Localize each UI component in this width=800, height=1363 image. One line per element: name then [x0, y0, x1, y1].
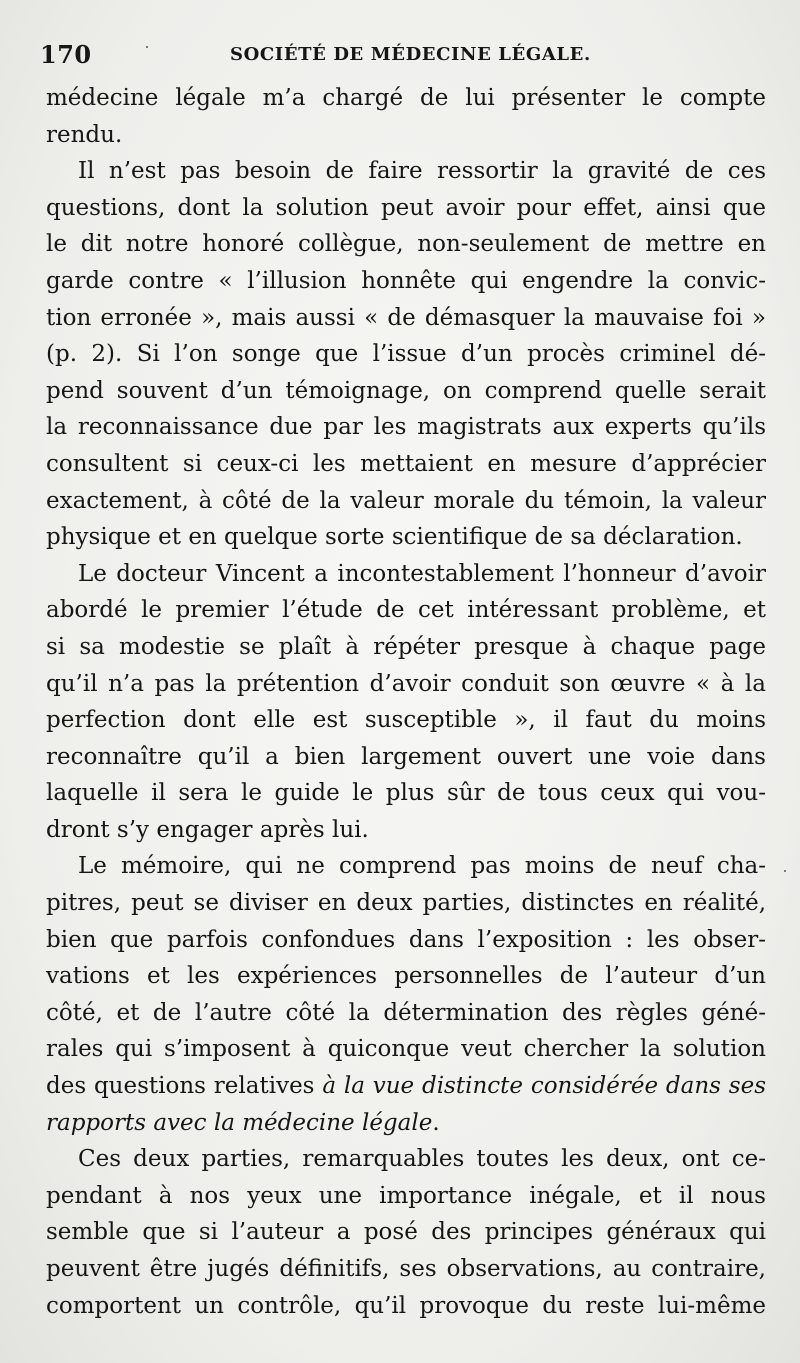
text-line: laquelle il sera le guide le plus sûr de tous ceux qui vou- — [46, 780, 766, 807]
paragraph-vincent — [46, 556, 766, 849]
text-line: rales qui s’imposent à quiconque veut chercher la solution — [46, 1036, 766, 1063]
running-title: SOCIÉTÉ DE MÉDECINE LÉGALE. — [230, 44, 591, 65]
text-line — [46, 1068, 766, 1105]
text-line: semble que si l’auteur a posé des principes généraux qui — [46, 1219, 766, 1246]
text-line: si sa modestie se plaît à répéter presque à chaque page — [46, 633, 766, 660]
page-number: 170 — [40, 40, 92, 69]
text-line: perfection dont elle est susceptible », il faut du moins — [46, 707, 766, 734]
text-line: reconnaître qu’il a bien largement ouvert une voie dans — [46, 743, 766, 770]
text-line: peuvent être jugés définitifs, ses observations, au contraire, — [46, 1256, 766, 1282]
text-line: questions, dont la solution peut avoir pour effet, ainsi que — [46, 194, 766, 221]
text-line: vations et les expériences personnelles de l’auteur d’un — [46, 963, 766, 990]
page-header — [40, 40, 764, 72]
text-line: Ces deux parties, remarquables toutes les deux, ont ce- — [78, 1146, 766, 1173]
text-line: (p. 2). Si l’on songe que l’issue d’un procès criminel dé- — [46, 341, 766, 368]
text-line: tion erronée », mais aussi « de démasquer la mauvaise foi » — [46, 304, 766, 331]
margin-speck — [146, 46, 148, 48]
text-line: Le docteur Vincent a incontestablement l’honneur d’avoir — [78, 560, 766, 587]
italic-title-run: à la vue distincte considérée dans ses — [322, 1073, 767, 1100]
text-line: pendant à nos yeux une importance inégale, et il nous — [46, 1182, 766, 1209]
text-line: garde contre « l’illusion honnête qui engendre la convic- — [46, 267, 766, 294]
text-line: bien que parfois confondues dans l’exposition : les obser- — [46, 926, 766, 953]
text-line: comportent un contrôle, qu’il provoque du reste lui-même — [46, 1292, 766, 1319]
text-line: médecine légale m’a chargé de lui présenter le compte — [46, 85, 766, 111]
paragraph-continuation — [46, 80, 766, 153]
text-line: consultent si ceux-ci les mettaient en mesure d’apprécier — [46, 450, 766, 477]
text-line: côté, et de l’autre côté la détermination des règles géné- — [46, 999, 766, 1026]
text-line: pitres, peut se diviser en deux parties, distinctes en réalité, — [46, 890, 766, 917]
text-line: exactement, à côté de la valeur morale du témoin, la valeur — [46, 487, 766, 514]
paragraph-gravity — [46, 153, 766, 556]
text-line: physique et en quelque sorte scientifique de sa déclaration. — [46, 524, 743, 551]
text-line — [46, 1105, 766, 1142]
paragraph-deux-parties — [46, 1141, 766, 1324]
text-line: pend souvent d’un témoignage, on comprend quelle serait — [46, 377, 766, 404]
text-line: rendu. — [46, 121, 123, 148]
text-run: des questions relatives — [46, 1073, 323, 1100]
italic-title-run: rapports avec la médecine légale — [46, 1109, 433, 1136]
text-line: le dit notre honoré collègue, non-seulement de mettre en — [46, 231, 766, 258]
text-line: la reconnaissance due par les magistrats aux experts qu’ils — [46, 414, 766, 441]
text-line: Il n’est pas besoin de faire ressortir la gravité de ces — [78, 158, 766, 185]
text-line: Le mémoire, qui ne comprend pas moins de neuf cha- — [78, 853, 766, 880]
text-run: . — [432, 1109, 440, 1136]
paragraph-memoire — [46, 848, 766, 1141]
text-line: dront s’y engager après lui. — [46, 816, 369, 843]
text-line: abordé le premier l’étude de cet intéressant problème, et — [46, 597, 766, 624]
margin-speck — [784, 870, 786, 872]
text-line: qu’il n’a pas la prétention d’avoir conduit son œuvre « à la — [46, 670, 766, 697]
body-text — [46, 80, 766, 1324]
